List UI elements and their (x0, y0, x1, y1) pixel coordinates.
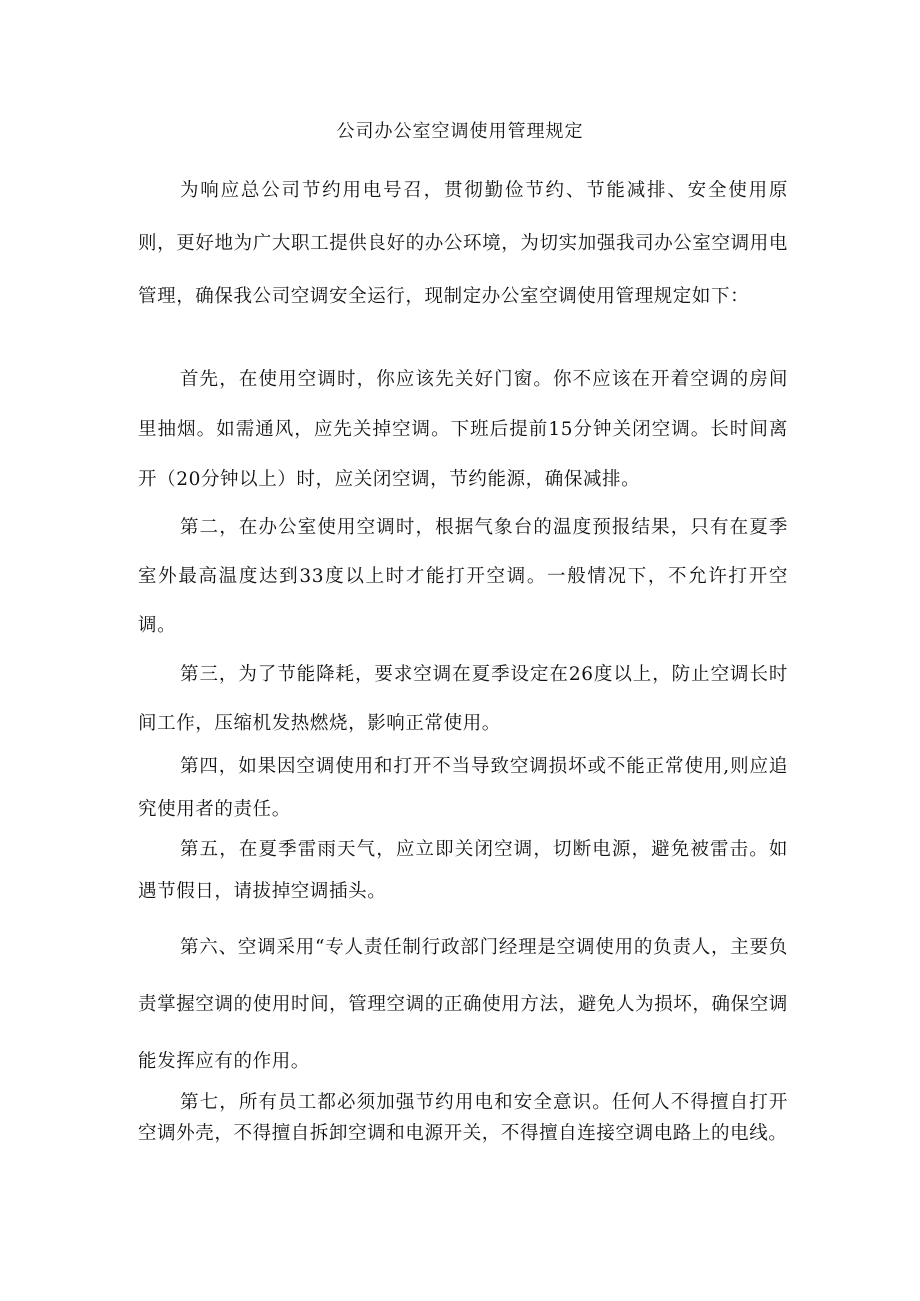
paragraph-fourth-rule: 第四，如果因空调使用和打开不当导致空调损坏或不能正常使用,则应追究使用者的责任。 (138, 756, 788, 820)
paragraph-seventh-rule: 第七，所有员工都必须加强节约用电和安全意识。任何人不得擅自打开空调外壳，不得擅自拆卸空调和电源开关，不得擅自连接空调电路上的电线。 (138, 1092, 788, 1144)
paragraph-third-rule: 第三，为了节能降耗，要求空调在夏季设定在26度以上，防止空调长时间工作，压缩机发热燃烧，影响正常使用。 (138, 664, 788, 734)
paragraph-first-rule: 首先，在使用空调时，你应该先关好门窗。你不应该在开着空调的房间里抽烟。如需通风，应先关掉空调。下班后提前15分钟关闭空调。长时间离开（20分钟以上）时，应关闭空调，节约能源，确保减排。 (138, 369, 788, 490)
paragraph-sixth-rule: 第六、空调采用“专人责任制行政部门经理是空调使用的负责人，主要负责掌握空调的使用时间，管理空调的正确使用方法，避免人为损坏，确保空调能发挥应有的作用。 (138, 937, 788, 1072)
paragraph-second-rule: 第二，在办公室使用空调时，根据气象台的温度预报结果，只有在夏季室外最高温度达到33度以上时才能打开空调。一般情况下，不允许打开空调。 (138, 517, 788, 636)
paragraph-intro: 为响应总公司节约用电号召，贯彻勤俭节约、节能减排、安全使用原则，更好地为广大职工提供良好的办公环境，为切实加强我司办公室空调用电管理，确保我公司空调安全运行，现制定办公室空调使用管理规定如下： (138, 180, 788, 307)
paragraph-fifth-rule: 第五，在夏季雷雨天气，应立即关闭空调，切断电源，避免被雷击。如遇节假日，请拔掉空调插头。 (138, 839, 788, 902)
document-title: 公司办公室空调使用管理规定 (336, 121, 584, 142)
